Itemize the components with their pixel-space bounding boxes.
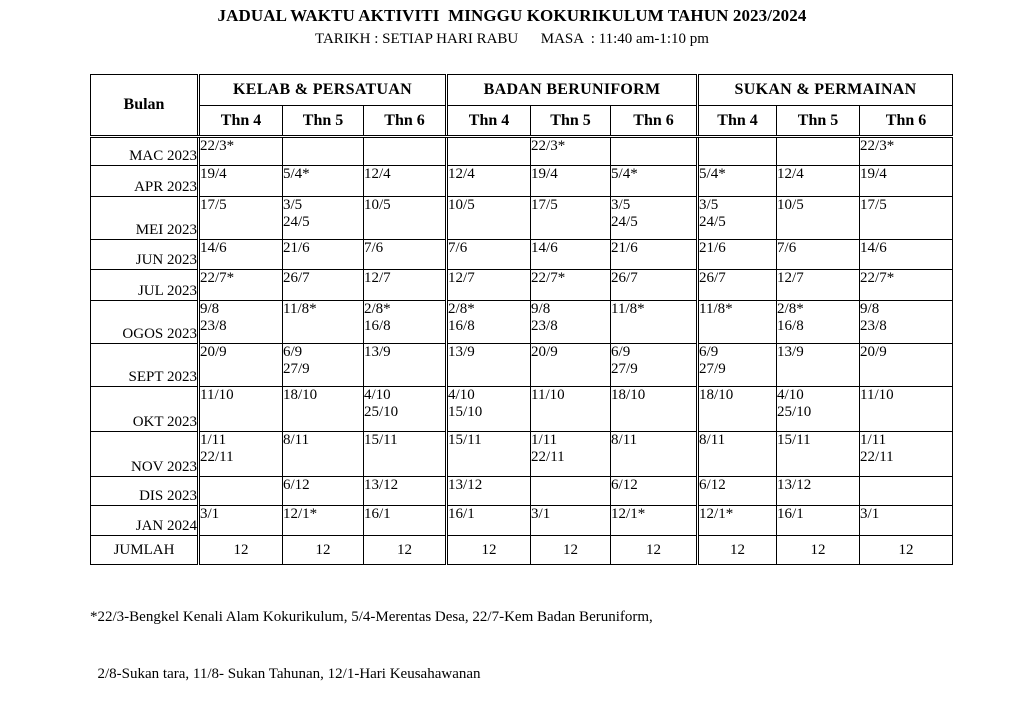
date-cell bbox=[698, 344, 777, 387]
date-cell bbox=[860, 344, 953, 387]
date-cell bbox=[777, 344, 860, 387]
month-label: OGOS 2023 bbox=[91, 301, 199, 344]
date-cell bbox=[364, 432, 447, 477]
date-entry: 11/8* bbox=[283, 301, 317, 317]
date-entry: 6/9 bbox=[699, 344, 719, 360]
date-entry: 8/11 bbox=[611, 432, 638, 448]
date-entry: 6/12 bbox=[699, 477, 726, 493]
date-cell bbox=[611, 477, 698, 506]
date-entry: 15/11 bbox=[777, 432, 811, 448]
date-cell bbox=[777, 506, 860, 536]
date-entry: 13/9 bbox=[364, 344, 391, 360]
date-cell bbox=[777, 270, 860, 301]
date-entry: 6/9 bbox=[283, 344, 303, 360]
date-entry: 18/10 bbox=[699, 387, 734, 403]
date-entry: 19/4 bbox=[200, 166, 227, 182]
date-entry: 17/5 bbox=[200, 197, 227, 213]
date-cell bbox=[531, 387, 611, 432]
date-cell bbox=[860, 432, 953, 477]
group-header-beruniform: BADAN BERUNIFORM bbox=[447, 75, 698, 106]
table-row bbox=[91, 387, 953, 432]
table-row bbox=[91, 432, 953, 477]
month-label: SEPT 2023 bbox=[91, 344, 199, 387]
table-row bbox=[91, 506, 953, 536]
date-entry: 13/9 bbox=[777, 344, 804, 360]
date-entry: 10/5 bbox=[364, 197, 391, 213]
date-entry: 12/4 bbox=[448, 166, 475, 182]
date-entry: 20/9 bbox=[200, 344, 227, 360]
date-cell bbox=[199, 197, 283, 240]
month-label: JUN 2023 bbox=[91, 240, 199, 270]
date-cell bbox=[531, 197, 611, 240]
date-cell bbox=[777, 477, 860, 506]
date-cell bbox=[698, 137, 777, 166]
date-cell bbox=[860, 240, 953, 270]
date-cell bbox=[531, 432, 611, 477]
date-cell bbox=[531, 270, 611, 301]
date-entry: 9/8 bbox=[860, 301, 880, 317]
date-entry: 16/8 bbox=[777, 318, 804, 334]
date-entry: 22/11 bbox=[200, 449, 234, 465]
date-entry: 3/5 bbox=[699, 197, 719, 213]
footnote-line-1: *22/3-Bengkel Kenali Alam Kokurikulum, 5/4-Merentas Desa, 22/7-Kem Badan Beruniform, bbox=[90, 609, 653, 625]
date-cell bbox=[447, 240, 531, 270]
year-header: Thn 6 bbox=[364, 106, 447, 137]
date-cell bbox=[199, 301, 283, 344]
total-cell: 12 bbox=[364, 536, 447, 565]
date-entry: 3/5 bbox=[283, 197, 303, 213]
total-cell: 12 bbox=[199, 536, 283, 565]
date-entry: 22/11 bbox=[531, 449, 565, 465]
date-entry: 5/4* bbox=[611, 166, 638, 182]
date-cell bbox=[777, 166, 860, 197]
date-entry: 22/7* bbox=[531, 270, 566, 286]
date-entry: 22/7* bbox=[200, 270, 235, 286]
date-entry: 19/4 bbox=[531, 166, 558, 182]
table-row bbox=[91, 166, 953, 197]
date-cell bbox=[283, 344, 364, 387]
date-cell bbox=[283, 166, 364, 197]
date-entry: 6/9 bbox=[611, 344, 631, 360]
month-label: MEI 2023 bbox=[91, 197, 199, 240]
date-cell bbox=[777, 197, 860, 240]
total-cell: 12 bbox=[777, 536, 860, 565]
date-entry: 24/5 bbox=[611, 214, 638, 230]
date-cell bbox=[283, 477, 364, 506]
date-cell bbox=[698, 270, 777, 301]
date-cell bbox=[364, 387, 447, 432]
date-entry: 12/7 bbox=[448, 270, 475, 286]
year-header: Thn 5 bbox=[283, 106, 364, 137]
table-row bbox=[91, 137, 953, 166]
table-row bbox=[91, 344, 953, 387]
date-cell bbox=[447, 166, 531, 197]
date-entry: 25/10 bbox=[364, 404, 399, 420]
date-cell bbox=[447, 301, 531, 344]
date-entry: 22/11 bbox=[860, 449, 894, 465]
footnote-line-2: 2/8-Sukan tara, 11/8- Sukan Tahunan, 12/1-Hari Keusahawanan bbox=[90, 666, 481, 682]
month-label: MAC 2023 bbox=[91, 137, 199, 166]
date-entry: 12/1* bbox=[699, 506, 734, 522]
date-cell bbox=[698, 301, 777, 344]
date-cell bbox=[283, 240, 364, 270]
date-cell bbox=[698, 432, 777, 477]
month-label: APR 2023 bbox=[91, 166, 199, 197]
date-cell bbox=[860, 477, 953, 506]
date-entry: 1/11 bbox=[531, 432, 558, 448]
date-cell bbox=[364, 506, 447, 536]
date-entry: 2/8* bbox=[777, 301, 804, 317]
date-entry: 6/12 bbox=[283, 477, 310, 493]
date-entry: 12/1* bbox=[611, 506, 646, 522]
date-cell bbox=[199, 506, 283, 536]
date-entry: 8/11 bbox=[283, 432, 310, 448]
date-entry: 7/6 bbox=[777, 240, 797, 256]
date-entry: 20/9 bbox=[860, 344, 887, 360]
date-cell bbox=[199, 344, 283, 387]
date-entry: 19/4 bbox=[860, 166, 887, 182]
date-cell bbox=[860, 270, 953, 301]
date-cell bbox=[860, 506, 953, 536]
date-cell bbox=[199, 270, 283, 301]
group-header-sukan: SUKAN & PERMAINAN bbox=[698, 75, 953, 106]
date-cell bbox=[698, 240, 777, 270]
year-header: Thn 6 bbox=[611, 106, 698, 137]
date-cell bbox=[283, 270, 364, 301]
year-header: Thn 4 bbox=[199, 106, 283, 137]
date-entry: 3/1 bbox=[200, 506, 220, 522]
date-cell bbox=[611, 344, 698, 387]
table-row bbox=[91, 240, 953, 270]
date-cell bbox=[860, 166, 953, 197]
date-entry: 17/5 bbox=[860, 197, 887, 213]
date-cell bbox=[447, 506, 531, 536]
date-entry: 12/7 bbox=[777, 270, 804, 286]
date-entry: 11/10 bbox=[860, 387, 894, 403]
date-entry: 7/6 bbox=[364, 240, 384, 256]
date-entry: 1/11 bbox=[860, 432, 887, 448]
table-row bbox=[91, 477, 953, 506]
date-cell bbox=[447, 344, 531, 387]
total-cell: 12 bbox=[531, 536, 611, 565]
date-cell bbox=[447, 387, 531, 432]
date-cell bbox=[531, 166, 611, 197]
date-entry: 11/10 bbox=[531, 387, 565, 403]
date-cell bbox=[698, 506, 777, 536]
date-cell bbox=[611, 166, 698, 197]
date-entry: 22/3* bbox=[531, 138, 566, 154]
date-entry: 11/8* bbox=[611, 301, 645, 317]
date-cell bbox=[364, 270, 447, 301]
date-cell bbox=[283, 506, 364, 536]
date-entry: 16/8 bbox=[364, 318, 391, 334]
date-entry: 11/8* bbox=[699, 301, 733, 317]
date-entry: 26/7 bbox=[611, 270, 638, 286]
date-entry: 3/1 bbox=[531, 506, 551, 522]
month-label: NOV 2023 bbox=[91, 432, 199, 477]
date-cell bbox=[447, 477, 531, 506]
date-entry: 17/5 bbox=[531, 197, 558, 213]
date-entry: 10/5 bbox=[448, 197, 475, 213]
date-entry: 11/10 bbox=[200, 387, 234, 403]
date-cell bbox=[283, 197, 364, 240]
date-cell bbox=[611, 270, 698, 301]
date-entry: 2/8* bbox=[448, 301, 475, 317]
date-entry: 16/8 bbox=[448, 318, 475, 334]
date-entry: 27/9 bbox=[611, 361, 638, 377]
date-entry: 14/6 bbox=[860, 240, 887, 256]
date-entry: 15/10 bbox=[448, 404, 483, 420]
date-entry: 24/5 bbox=[283, 214, 310, 230]
date-cell bbox=[611, 506, 698, 536]
date-cell bbox=[447, 197, 531, 240]
date-cell bbox=[860, 137, 953, 166]
date-entry: 20/9 bbox=[531, 344, 558, 360]
date-entry: 2/8* bbox=[364, 301, 391, 317]
bulan-header: Bulan bbox=[91, 75, 199, 137]
date-entry: 13/12 bbox=[448, 477, 483, 493]
year-header: Thn 5 bbox=[531, 106, 611, 137]
date-entry: 14/6 bbox=[531, 240, 558, 256]
date-cell bbox=[364, 137, 447, 166]
total-cell: 12 bbox=[447, 536, 531, 565]
date-cell bbox=[698, 197, 777, 240]
date-entry: 3/5 bbox=[611, 197, 631, 213]
date-entry: 25/10 bbox=[777, 404, 812, 420]
date-entry: 26/7 bbox=[699, 270, 726, 286]
date-entry: 9/8 bbox=[200, 301, 220, 317]
month-label: DIS 2023 bbox=[91, 477, 199, 506]
date-cell bbox=[364, 166, 447, 197]
date-cell bbox=[611, 387, 698, 432]
date-entry: 1/11 bbox=[200, 432, 227, 448]
date-cell bbox=[777, 137, 860, 166]
date-cell bbox=[447, 270, 531, 301]
date-entry: 24/5 bbox=[699, 214, 726, 230]
date-entry: 4/10 bbox=[448, 387, 475, 403]
date-entry: 16/1 bbox=[777, 506, 804, 522]
date-entry: 14/6 bbox=[200, 240, 227, 256]
date-cell bbox=[860, 387, 953, 432]
date-cell bbox=[531, 137, 611, 166]
date-entry: 4/10 bbox=[364, 387, 391, 403]
date-cell bbox=[283, 137, 364, 166]
page-title: JADUAL WAKTU AKTIVITI MINGGU KOKURIKULUM TAHUN 2023/2024 bbox=[217, 6, 807, 25]
date-entry: 21/6 bbox=[611, 240, 638, 256]
group-header-kelab: KELAB & PERSATUAN bbox=[199, 75, 447, 106]
date-cell bbox=[777, 240, 860, 270]
total-cell: 12 bbox=[283, 536, 364, 565]
date-entry: 22/3* bbox=[200, 138, 235, 154]
date-entry: 27/9 bbox=[283, 361, 310, 377]
date-entry: 12/4 bbox=[777, 166, 804, 182]
month-label: JUL 2023 bbox=[91, 270, 199, 301]
date-cell bbox=[283, 387, 364, 432]
total-label: JUMLAH bbox=[91, 536, 199, 565]
date-cell bbox=[611, 137, 698, 166]
date-entry: 15/11 bbox=[448, 432, 482, 448]
date-entry: 22/7* bbox=[860, 270, 895, 286]
date-entry: 12/4 bbox=[364, 166, 391, 182]
date-entry: 12/7 bbox=[364, 270, 391, 286]
table-row bbox=[91, 197, 953, 240]
date-cell bbox=[447, 432, 531, 477]
date-entry: 18/10 bbox=[611, 387, 646, 403]
date-entry: 13/12 bbox=[364, 477, 399, 493]
date-cell bbox=[364, 197, 447, 240]
date-cell bbox=[199, 387, 283, 432]
date-cell bbox=[611, 432, 698, 477]
date-cell bbox=[531, 344, 611, 387]
footnote bbox=[90, 570, 653, 703]
date-entry: 26/7 bbox=[283, 270, 310, 286]
date-cell bbox=[777, 301, 860, 344]
date-entry: 27/9 bbox=[699, 361, 726, 377]
date-entry: 12/1* bbox=[283, 506, 318, 522]
date-entry: 15/11 bbox=[364, 432, 398, 448]
date-entry: 23/8 bbox=[200, 318, 227, 334]
date-entry: 3/1 bbox=[860, 506, 880, 522]
date-entry: 5/4* bbox=[283, 166, 310, 182]
date-cell bbox=[611, 301, 698, 344]
date-entry: 9/8 bbox=[531, 301, 551, 317]
date-entry: 13/9 bbox=[448, 344, 475, 360]
date-cell bbox=[199, 166, 283, 197]
date-cell bbox=[199, 240, 283, 270]
date-entry: 6/12 bbox=[611, 477, 638, 493]
date-cell bbox=[698, 477, 777, 506]
date-cell bbox=[364, 477, 447, 506]
schedule-table bbox=[90, 74, 953, 565]
date-cell bbox=[531, 506, 611, 536]
total-cell: 12 bbox=[611, 536, 698, 565]
year-header: Thn 4 bbox=[447, 106, 531, 137]
date-cell bbox=[531, 477, 611, 506]
table-row bbox=[91, 301, 953, 344]
date-cell bbox=[860, 301, 953, 344]
date-cell bbox=[199, 432, 283, 477]
year-header: Thn 6 bbox=[860, 106, 953, 137]
total-row bbox=[91, 536, 953, 565]
page-subtitle: TARIKH : SETIAP HARI RABU MASA : 11:40 am-1:10 pm bbox=[315, 31, 709, 47]
table-row bbox=[91, 270, 953, 301]
date-entry: 23/8 bbox=[860, 318, 887, 334]
date-entry: 21/6 bbox=[699, 240, 726, 256]
month-label: OKT 2023 bbox=[91, 387, 199, 432]
date-cell bbox=[698, 166, 777, 197]
date-cell bbox=[364, 344, 447, 387]
date-entry: 22/3* bbox=[860, 138, 895, 154]
date-cell bbox=[283, 432, 364, 477]
date-cell bbox=[531, 240, 611, 270]
date-entry: 18/10 bbox=[283, 387, 318, 403]
date-cell bbox=[199, 477, 283, 506]
date-entry: 7/6 bbox=[448, 240, 468, 256]
year-header: Thn 4 bbox=[698, 106, 777, 137]
date-cell bbox=[777, 387, 860, 432]
date-entry: 21/6 bbox=[283, 240, 310, 256]
date-entry: 16/1 bbox=[364, 506, 391, 522]
date-entry: 13/12 bbox=[777, 477, 812, 493]
date-cell bbox=[531, 301, 611, 344]
month-label: JAN 2024 bbox=[91, 506, 199, 536]
date-cell bbox=[364, 240, 447, 270]
date-cell bbox=[860, 197, 953, 240]
year-header: Thn 5 bbox=[777, 106, 860, 137]
date-cell bbox=[777, 432, 860, 477]
date-entry: 8/11 bbox=[699, 432, 726, 448]
total-cell: 12 bbox=[860, 536, 953, 565]
date-cell bbox=[447, 137, 531, 166]
total-cell: 12 bbox=[698, 536, 777, 565]
date-entry: 5/4* bbox=[699, 166, 726, 182]
date-entry: 23/8 bbox=[531, 318, 558, 334]
date-entry: 16/1 bbox=[448, 506, 475, 522]
date-entry: 4/10 bbox=[777, 387, 804, 403]
date-cell bbox=[698, 387, 777, 432]
date-cell bbox=[199, 137, 283, 166]
date-cell bbox=[364, 301, 447, 344]
date-cell bbox=[611, 197, 698, 240]
date-entry: 10/5 bbox=[777, 197, 804, 213]
date-cell bbox=[611, 240, 698, 270]
date-cell bbox=[283, 301, 364, 344]
